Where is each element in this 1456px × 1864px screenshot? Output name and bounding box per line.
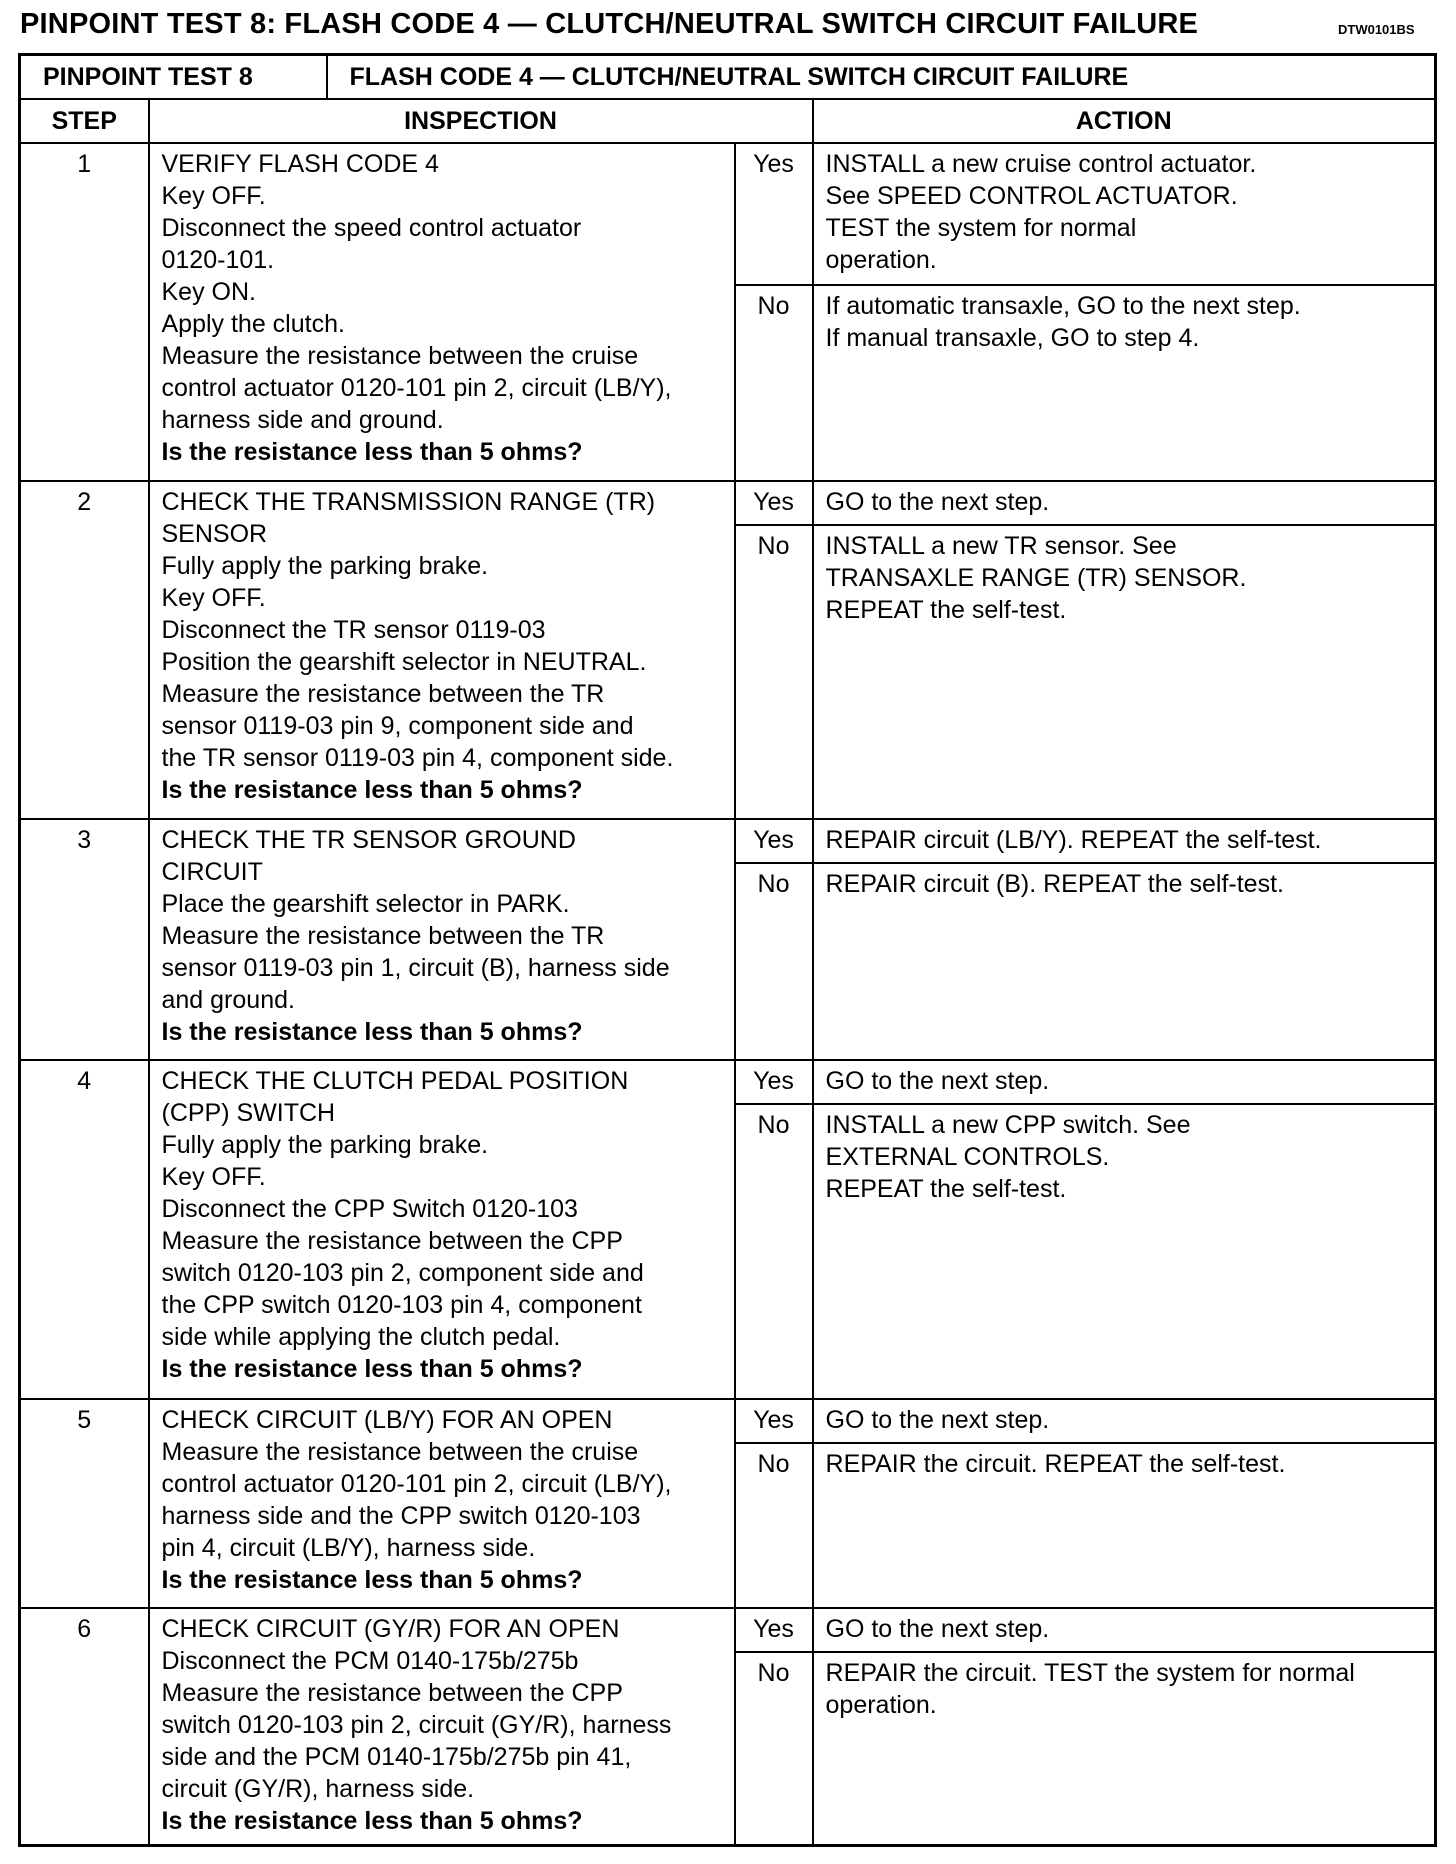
inspection-cell <box>149 481 735 819</box>
action-header: ACTION <box>813 99 1436 143</box>
action-line: REPEAT the self-test. <box>825 1175 1067 1203</box>
inspection-line: Disconnect the TR sensor 0119-03 <box>161 616 546 644</box>
yes-action-cell <box>813 819 1436 863</box>
no-action-cell <box>813 525 1436 819</box>
table-row <box>20 1060 1436 1104</box>
yes-label: Yes <box>735 481 813 525</box>
yes-label: Yes <box>735 1060 813 1104</box>
inspection-line: CHECK THE CLUTCH PEDAL POSITION <box>161 1067 629 1095</box>
inspection-line: control actuator 0120-101 pin 2, circuit (LB/Y), <box>161 1470 672 1498</box>
yes-label: Yes <box>735 819 813 863</box>
inspection-line: sensor 0119-03 pin 9, component side and <box>161 712 634 740</box>
no-label: No <box>735 285 813 481</box>
table-row <box>20 481 1436 525</box>
inspection-line: control actuator 0120-101 pin 2, circuit (LB/Y), <box>161 374 672 402</box>
yes-action-cell <box>813 1608 1436 1652</box>
step-number: 4 <box>20 1060 149 1399</box>
action-line: operation. <box>825 246 937 274</box>
action-line: operation. <box>825 1691 937 1719</box>
no-label: No <box>735 863 813 1060</box>
no-label: No <box>735 1104 813 1399</box>
inspection-line: Disconnect the CPP Switch 0120-103 <box>161 1195 578 1223</box>
action-line: EXTERNAL CONTROLS. <box>825 1143 1110 1171</box>
test-label: PINPOINT TEST 8 <box>20 55 327 100</box>
inspection-line: Measure the resistance between the CPP <box>161 1227 623 1255</box>
inspection-line: Key OFF. <box>161 584 266 612</box>
action-line: REPAIR circuit (B). REPEAT the self-test. <box>825 870 1284 898</box>
inspection-line: Measure the resistance between the cruise <box>161 342 639 370</box>
inspection-line: the CPP switch 0120-103 pin 4, component <box>161 1291 642 1319</box>
inspection-cell <box>149 1060 735 1399</box>
column-header-row <box>20 99 1436 143</box>
inspection-line: harness side and the CPP switch 0120-103 <box>161 1502 641 1530</box>
action-line: If manual transaxle, GO to step 4. <box>825 324 1200 352</box>
no-action-cell <box>813 1104 1436 1399</box>
action-line: TRANSAXLE RANGE (TR) SENSOR. <box>825 564 1247 592</box>
action-line: INSTALL a new TR sensor. See <box>825 532 1177 560</box>
inspection-cell <box>149 819 735 1060</box>
inspection-line: 0120-101. <box>161 246 275 274</box>
yes-action-cell <box>813 1399 1436 1443</box>
inspection-cell <box>149 1608 735 1845</box>
action-line: REPAIR the circuit. TEST the system for normal <box>825 1659 1355 1687</box>
action-line: REPAIR the circuit. REPEAT the self-test. <box>825 1450 1286 1478</box>
no-action-cell <box>813 1443 1436 1608</box>
inspection-line: SENSOR <box>161 520 268 548</box>
inspection-line: Disconnect the speed control actuator <box>161 214 582 242</box>
no-label: No <box>735 1443 813 1608</box>
inspection-line: side while applying the clutch pedal. <box>161 1323 561 1351</box>
inspection-question: Is the resistance less than 5 ohms? <box>161 1566 583 1594</box>
yes-action-cell <box>813 143 1436 285</box>
inspection-line: VERIFY FLASH CODE 4 <box>161 150 439 178</box>
action-line: TEST the system for normal <box>825 214 1137 242</box>
inspection-line: Disconnect the PCM 0140-175b/275b <box>161 1647 579 1675</box>
action-line: GO to the next step. <box>825 488 1050 516</box>
step-number: 2 <box>20 481 149 819</box>
inspection-line: and ground. <box>161 986 295 1014</box>
inspection-question: Is the resistance less than 5 ohms? <box>161 438 583 466</box>
inspection-line: Place the gearshift selector in PARK. <box>161 890 570 918</box>
table-title-row <box>20 55 1436 100</box>
step-header: STEP <box>20 99 149 143</box>
inspection-cell <box>149 1399 735 1608</box>
inspection-question: Is the resistance less than 5 ohms? <box>161 1807 583 1835</box>
inspection-line: Measure the resistance between the TR <box>161 922 605 950</box>
no-action-cell <box>813 285 1436 481</box>
action-line: GO to the next step. <box>825 1067 1050 1095</box>
action-line: INSTALL a new cruise control actuator. <box>825 150 1257 178</box>
step-number: 1 <box>20 143 149 481</box>
no-action-cell <box>813 1652 1436 1845</box>
inspection-question: Is the resistance less than 5 ohms? <box>161 1355 583 1383</box>
inspection-question: Is the resistance less than 5 ohms? <box>161 1018 583 1046</box>
inspection-line: circuit (GY/R), harness side. <box>161 1775 475 1803</box>
inspection-line: CHECK THE TRANSMISSION RANGE (TR) <box>161 488 656 516</box>
inspection-line: CHECK CIRCUIT (LB/Y) FOR AN OPEN <box>161 1406 613 1434</box>
action-line: GO to the next step. <box>825 1615 1050 1643</box>
yes-label: Yes <box>735 1399 813 1443</box>
action-line: REPEAT the self-test. <box>825 596 1067 624</box>
table-row <box>20 1608 1436 1652</box>
yes-action-cell <box>813 1060 1436 1104</box>
inspection-line: the TR sensor 0119-03 pin 4, component side. <box>161 744 674 772</box>
no-action-cell <box>813 863 1436 1060</box>
inspection-line: Measure the resistance between the cruise <box>161 1438 639 1466</box>
inspection-line: sensor 0119-03 pin 1, circuit (B), harness side <box>161 954 670 982</box>
inspection-line: side and the PCM 0140-175b/275b pin 41, <box>161 1743 632 1771</box>
inspection-line: (CPP) SWITCH <box>161 1099 336 1127</box>
inspection-header: INSPECTION <box>149 99 813 143</box>
table-row <box>20 143 1436 285</box>
step-number: 6 <box>20 1608 149 1845</box>
inspection-line: Apply the clutch. <box>161 310 345 338</box>
inspection-line: Key OFF. <box>161 182 266 210</box>
inspection-question: Is the resistance less than 5 ohms? <box>161 776 583 804</box>
no-label: No <box>735 1652 813 1845</box>
inspection-line: switch 0120-103 pin 2, component side and <box>161 1259 644 1287</box>
inspection-line: harness side and ground. <box>161 406 444 434</box>
test-name: FLASH CODE 4 — CLUTCH/NEUTRAL SWITCH CIRCUIT FAILURE <box>327 55 1436 100</box>
action-line: INSTALL a new CPP switch. See <box>825 1111 1191 1139</box>
inspection-line: Position the gearshift selector in NEUTRAL. <box>161 648 647 676</box>
action-line: GO to the next step. <box>825 1406 1050 1434</box>
inspection-cell <box>149 143 735 481</box>
action-line: See SPEED CONTROL ACTUATOR. <box>825 182 1238 210</box>
figure-code: DTW0101BS <box>1338 22 1415 37</box>
page-title: PINPOINT TEST 8: FLASH CODE 4 — CLUTCH/NEUTRAL SWITCH CIRCUIT FAILURE <box>20 8 1199 40</box>
inspection-line: CIRCUIT <box>161 858 263 886</box>
action-line: If automatic transaxle, GO to the next step. <box>825 292 1301 320</box>
table-row <box>20 819 1436 863</box>
inspection-line: Key ON. <box>161 278 256 306</box>
action-line: REPAIR circuit (LB/Y). REPEAT the self-test. <box>825 826 1322 854</box>
step-number: 5 <box>20 1399 149 1608</box>
inspection-line: CHECK CIRCUIT (GY/R) FOR AN OPEN <box>161 1615 620 1643</box>
inspection-line: Fully apply the parking brake. <box>161 1131 489 1159</box>
yes-label: Yes <box>735 1608 813 1652</box>
inspection-line: Fully apply the parking brake. <box>161 552 489 580</box>
pinpoint-test-table <box>18 53 1437 1847</box>
inspection-line: Key OFF. <box>161 1163 266 1191</box>
no-label: No <box>735 525 813 819</box>
inspection-line: switch 0120-103 pin 2, circuit (GY/R), harness <box>161 1711 672 1739</box>
table-row <box>20 1399 1436 1443</box>
step-number: 3 <box>20 819 149 1060</box>
inspection-line: CHECK THE TR SENSOR GROUND <box>161 826 576 854</box>
yes-action-cell <box>813 481 1436 525</box>
inspection-line: Measure the resistance between the TR <box>161 680 605 708</box>
yes-label: Yes <box>735 143 813 285</box>
inspection-line: pin 4, circuit (LB/Y), harness side. <box>161 1534 536 1562</box>
inspection-line: Measure the resistance between the CPP <box>161 1679 623 1707</box>
